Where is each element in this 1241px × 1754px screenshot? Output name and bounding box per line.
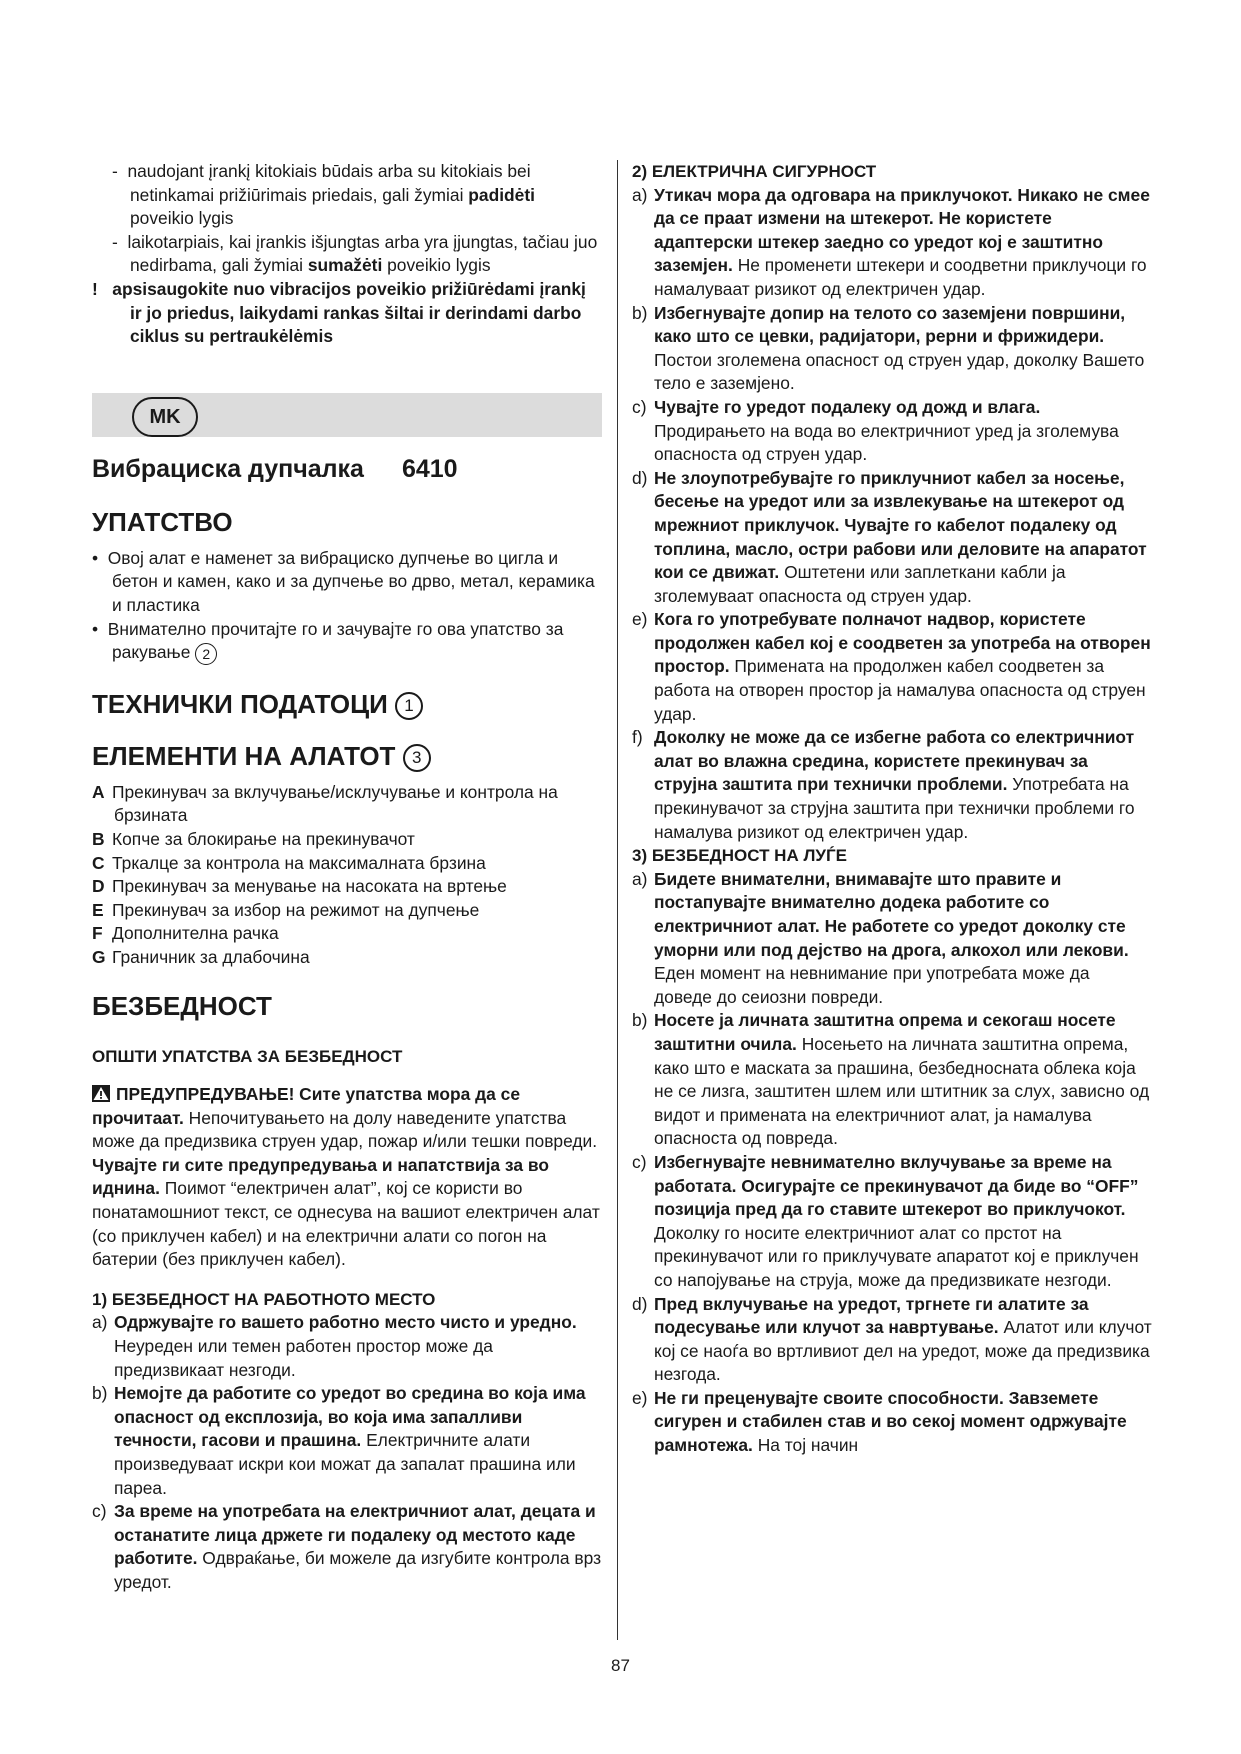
workplace-safety-list [92, 1311, 602, 1594]
lt-bullet-1: - naudojant įrankį kitokiais būdais arba su kitokiais bei netinkamai prižiūrimais priedais, gali žymiai padidėti poveikio lygis [112, 161, 535, 229]
safety-item-letter: c) [92, 1501, 107, 1522]
element-letter: A [92, 781, 105, 802]
warning-triangle-icon [92, 1085, 110, 1102]
general-warning: ПРЕДУПРЕДУВАЊЕ! Сите упатства мора да се прочитаат. Непочитувањето на долу наведените упатства може да предизвика струен удар, пожар и/или тешки повреди. Чувајте ги сите предупредувања и напатствија за во иднина. Поимот “електричен алат”, кој се користи во понатамошниот текст, се однесува на вашиот електричен алат (со приклучен кабел) и на електрични алати со погон на батерии (без приклучен кабел). [92, 1084, 600, 1270]
safety-item-letter: e) [632, 1387, 648, 1408]
heading-personal-safety: 3) БЕЗБЕДНОСТ НА ЛУЃЕ [632, 846, 847, 866]
safety-item-letter: b) [632, 302, 648, 323]
safety-item-letter: d) [632, 467, 648, 488]
safety-item-explanation: На тој начин [752, 1435, 859, 1456]
safety-item-rule: Не злоупотребувајте го приклучниот кабел за носење, бесење на уредот или за извлекување на штекерот од мрежниот приклучок. Чувајте го кабелот подалеку од топлина, масло, остри рабови или деловите на апаратот кои се движат. [654, 467, 1147, 583]
element-text: Прекинувач за избор на режимот на дупчење [112, 899, 480, 920]
safety-item-letter: c) [632, 1151, 647, 1172]
safety-item [92, 1311, 602, 1382]
safety-item [632, 302, 1152, 396]
heading-workplace-safety: 1) БЕЗБЕДНОСТ НА РАБОТНОТО МЕСТО [92, 1289, 436, 1309]
safety-item [632, 1151, 1152, 1293]
safety-item-rule: За време на употребата на електричниот алат, децата и останатите лица држете ги подалеку од местото каде работите. [114, 1501, 596, 1569]
safety-item [632, 868, 1152, 1010]
element-letter: B [92, 828, 105, 849]
heading-safety: БЕЗБЕДНОСТ [92, 991, 272, 1022]
safety-item-rule: Утикач мора да одговара на приклучокот. Никако не смее да се праат измени на штекерот. Не користете адаптерски штекер заедно со уредот кој е заштитно заземјен. [654, 184, 1150, 276]
safety-item-explanation: Алатот или клучот кој се наоѓа во вртливиот дел на уредот, може да предизвика незгода. [654, 1317, 1152, 1385]
safety-item-letter: d) [632, 1293, 648, 1314]
safety-item [632, 184, 1152, 302]
safety-item-rule: Избегнувајте допир на телото со заземјени површини, како што се цевки, радијатори, рерни и фрижидери. [654, 302, 1126, 347]
safety-item-explanation: Еден момент на невнимание при употребата може да доведе до сеиозни повреди. [654, 963, 1090, 1007]
safety-item [632, 1387, 1152, 1458]
safety-item [632, 1293, 1152, 1387]
safety-item-rule: Избегнувајте невнимателно вклучување за време на работата. Осигурајте се прекинувачот да биде во “OFF” позиција пред да го ставите штекерот во приклучокот. [654, 1151, 1139, 1220]
safety-item-letter: c) [632, 396, 647, 417]
safety-item-explanation: Продирањето на вода во електричниот уред ја зголемува опасноста од струен удар. [654, 420, 1119, 465]
safety-item-explanation: Доколку го носите електричниот алат со прстот на прекинувачот или го приклучувате апаратот кој е приклучен со напојување на струја, може да предизвикате незгоди. [654, 1222, 1139, 1290]
language-badge: MK [132, 397, 198, 437]
element-letter: D [92, 876, 105, 897]
safety-item [632, 608, 1152, 726]
safety-item-explanation: Неуреден или темен работен простор може да предизвикаат незгоди. [114, 1336, 493, 1380]
safety-item-rule: Кога го употребувате полначот надвор, користете продолжен кабел кој е соодветен за употреба на отворен простор. [654, 609, 1151, 677]
heading-technical-data: ТЕХНИЧКИ ПОДАТОЦИ 1 [92, 687, 602, 721]
element-item [92, 781, 602, 828]
safety-item-letter: a) [632, 184, 648, 205]
element-letter: E [92, 899, 104, 920]
safety-item-rule: Бидете внимателни, внимавајте што правите и постапувајте внимателно додека работите со електричниот алат. Не работете со уредот доколку сте уморни или под дејство на дрога, алкохол или лекови. [654, 868, 1129, 960]
safety-item-rule: Одржувајте го вашето работно место чисто и уредно. [114, 1312, 577, 1333]
safety-item-rule: Чувајте го уредот подалеку од дожд и влага. [654, 396, 1041, 417]
element-text: Тркалце за контрола на максималната брзина [112, 852, 486, 873]
element-item [92, 875, 602, 899]
safety-item-letter: a) [92, 1312, 108, 1333]
safety-item-explanation: Носењето на личната заштитна опрема, како што е маската за прашина, безбедносната облека која не се лизга, заштитен шлем или штитник за слух, зависно од видот и примената на електричниот алат, ја намалува опасноста од повреда. [654, 1033, 1150, 1149]
safety-item-rule: Пред вклучување на уредот, тргнете ги алатите за подесување или клучот за навртување. [654, 1293, 1089, 1338]
safety-item-rule: Немојте да работите со уредот во средина во која има опасност од експлозија, во која има запалливи течности, гасови и прашина. [114, 1383, 586, 1451]
model-number: 6410 [401, 454, 458, 483]
safety-item [632, 726, 1152, 844]
element-text: Копче за блокирање на прекинувачот [112, 828, 415, 849]
safety-item [632, 1009, 1152, 1151]
element-text: Граничник за длабочина [112, 946, 310, 967]
safety-item [92, 1382, 602, 1500]
language-band [92, 393, 602, 437]
page-number: 87 [611, 1656, 630, 1675]
figure-ref-1: 1 [395, 692, 423, 720]
heading-instructions: УПАТСТВО [92, 506, 233, 537]
safety-item [632, 396, 1152, 467]
heading-tool-elements: ЕЛЕМЕНТИ НА АЛАТОТ 3 [92, 739, 602, 773]
safety-item-explanation: Примената на продолжен кабел соодветен за работа на отворен простор ја намалува опасноста од струен удар. [654, 656, 1146, 724]
safety-item-explanation: Употребата на прекинувачот за струјна заштита при технички проблеми го намалува ризикот од електричен удар. [654, 774, 1135, 842]
element-item [92, 946, 602, 970]
safety-item-rule: Доколку не може да се избегне работа со електричниот алат во влажна средина, користете прекинувач за струјна заштита при технички проблеми. [654, 727, 1135, 795]
safety-item-letter: b) [632, 1010, 648, 1031]
element-letter: C [92, 852, 105, 873]
element-text: Дополнителна рачка [112, 923, 279, 944]
safety-item-explanation: Електричните алати произведуваат искри кои можат да запалат прашина или пареа. [114, 1430, 576, 1498]
product-title: Вибрациска дупчалка 6410 [92, 454, 458, 483]
lt-bullet-2: - laikotarpiais, kai įrankis išjungtas arba yra įjungtas, tačiau juo nedirbama, gali žymiai sumažėti poveikio lygis [112, 231, 598, 276]
heading-electrical-safety: 2) ЕЛЕКТРИЧНА СИГУРНОСТ [632, 162, 877, 181]
safety-item [92, 1500, 602, 1594]
electrical-safety-list [632, 184, 1152, 845]
element-text: Прекинувач за вклучување/исклучување и контрола на брзината [112, 781, 558, 826]
safety-item-letter: e) [632, 609, 648, 630]
elements-list [92, 781, 602, 970]
figure-ref-3: 3 [403, 744, 431, 772]
element-letter: F [92, 923, 103, 944]
heading-general-safety: ОПШТИ УПАТСТВА ЗА БЕЗБЕДНОСТ [92, 1047, 403, 1067]
element-item [92, 922, 602, 946]
lt-warning: ! apsisaugokite nuo vibracijos poveikio prižiūrėdami įrankį ir jo priedus, laikydami rankas šiltai ir derindami darbo ciklus su pertraukėlėmis [92, 278, 586, 347]
left-column [92, 160, 602, 1595]
element-letter: G [92, 946, 106, 967]
element-item [92, 852, 602, 876]
intro-bullet-1: • Овој алат е наменет за вибрациско дупчење во цигла и бетон и камен, како и за дупчење во дрво, метал, керамика и пластика [92, 547, 595, 615]
intro-bullet-2: • Внимателно прочитајте го и зачувајте го ова упатство за ракување 2 [92, 618, 602, 665]
element-item [92, 828, 602, 852]
right-column [632, 160, 1152, 1458]
element-text: Прекинувач за менување на насоката на вртење [112, 876, 507, 897]
column-divider [617, 160, 618, 1640]
personal-safety-list [632, 868, 1152, 1458]
safety-item-explanation: Одвраќање, би можеле да изгубите контрола врз уредот. [114, 1548, 602, 1592]
safety-item-letter: a) [632, 868, 648, 889]
figure-ref-2: 2 [195, 643, 217, 665]
safety-item [632, 467, 1152, 609]
safety-item-letter: b) [92, 1383, 108, 1404]
safety-item-explanation: Не променети штекери и соодветни приклучоци го намалуваат ризикот од електричен удар. [654, 255, 1147, 299]
safety-item-explanation: Оштетени или заплеткани кабли ја зголемуваат опасноста од струен удар. [654, 562, 1066, 606]
element-item [92, 899, 602, 923]
safety-item-rule: Не ги преценувајте своите способности. Завземете сигурен и стабилен став и во секој момент одржувајте рамнотежа. [654, 1387, 1127, 1456]
safety-item-letter: f) [632, 727, 643, 748]
safety-item-rule: Носете ја личната заштитна опрема и секогаш носете заштитни очила. [654, 1010, 1116, 1054]
safety-item-explanation: Постои зголемена опасност од струен удар, доколку Вашето тело е заземјено. [654, 349, 1145, 394]
